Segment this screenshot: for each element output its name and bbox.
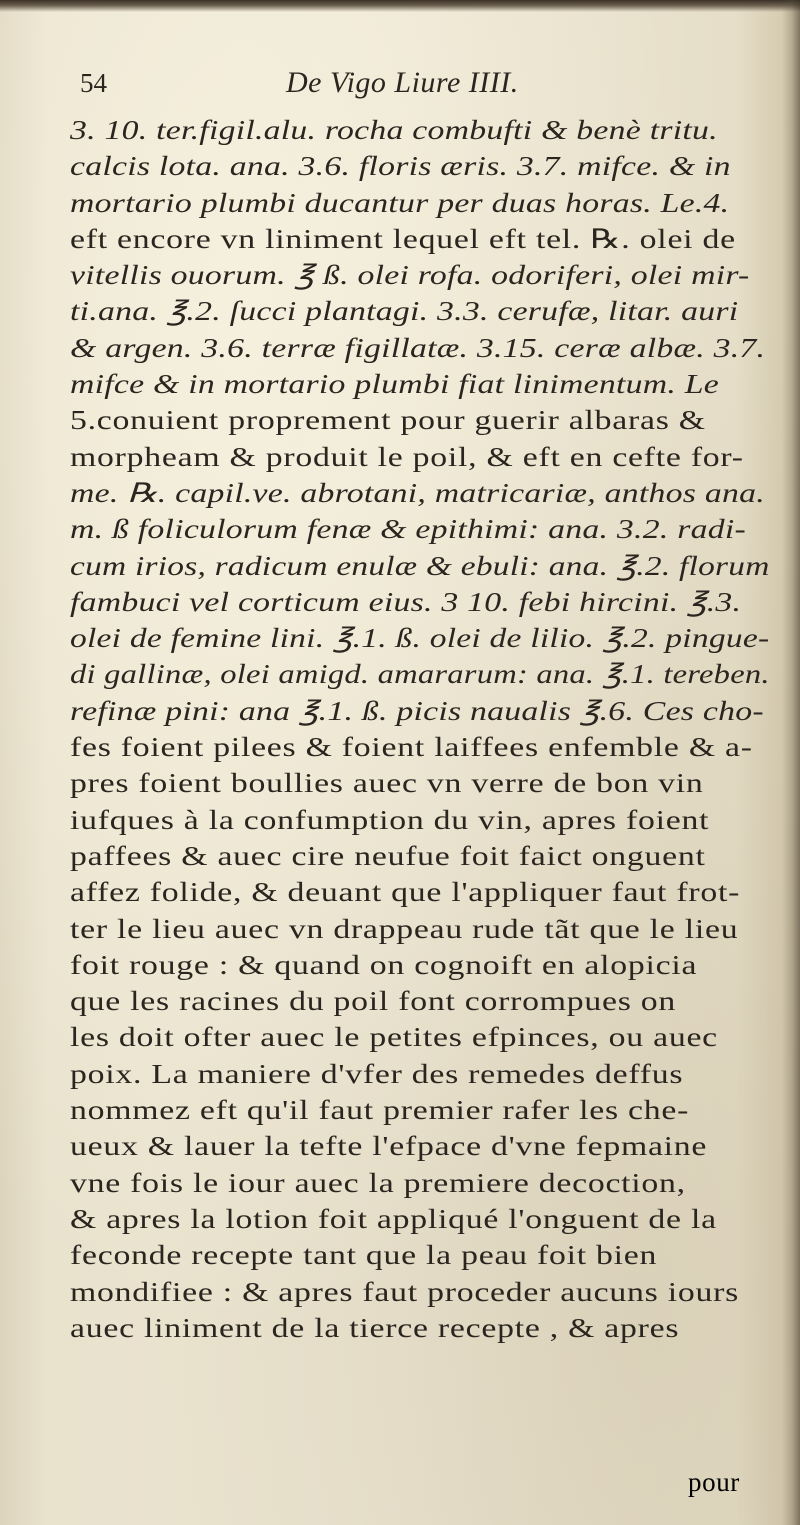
text-line: & argen. 3.6. terræ figillatæ. 3.15. ceræ albæ. 3.7. [70,332,766,363]
text-line: 5.conuient proprement pour guerir albaras & [70,405,706,436]
body-text [70,112,770,1346]
text-line: feconde recepte tant que la peau foit bien [70,1240,658,1271]
running-head: De Vigo Liure IIII. [286,66,519,99]
text-line: ter le lieu auec vn drappeau rude tãt que le lieu [70,913,739,944]
text-line: paffees & auec cire neufue foit faict onguent [70,840,706,871]
text-line: mondifiee : & apres faut proceder aucuns iours [70,1276,739,1307]
text-line: & apres la lotion foit appliqué l'onguent de la [70,1203,717,1234]
text-line: affez folide, & deuant que l'appliquer faut frot- [70,877,741,908]
text-line: mortario plumbi ducantur per duas horas. Le.4. [70,187,730,218]
text-line: pres foient boullies auec vn verre de bon vin [70,768,704,799]
text-line: me. ℞. capil.ve. abrotani, matricariæ, anthos ana. [70,477,765,508]
page-top-shadow [0,0,800,12]
text-line: vitellis ouorum. ℥ ß. olei rofa. odoriferi, olei mir- [70,260,750,291]
catchword: pour [688,1467,740,1497]
text-line: 3. 10. ter.figil.alu. rocha combufti & benè tritu. [70,115,718,145]
page-number: 54 [80,68,107,98]
text-line: calcis lota. ana. 3.6. floris æris. 3.7. mifce. & in [70,151,731,182]
text-line: di gallinæ, olei amigd. amararum: ana. ℥.1. tereben. [70,659,770,690]
text-line: eft encore vn liniment lequel eft tel. ℞. olei de [70,223,736,254]
page-header [70,66,770,112]
text-line: morpheam & produit le poil, & eft en cefte for- [70,441,744,472]
text-line: nommez eft qu'il faut premier rafer les che- [70,1095,690,1126]
text-line: refinæ pini: ana ℥.1. ß. picis naualis ℥.6. Ces cho- [70,695,764,726]
text-line: les doit ofter auec le petites efpinces, ou auec [70,1022,718,1053]
text-block [70,66,770,1346]
text-line: fes foient pilees & foient laiffees enfemble & a- [70,732,753,763]
text-line: ti.ana. ℥.2. ſucci plantagi. 3.3. cerufæ, litar. auri [70,296,739,327]
text-line: iufques à la confumption du vin, apres foient [70,804,710,835]
text-line: poix. La maniere d'vfer des remedes deffus [70,1058,684,1089]
text-line: olei de femine lini. ℥.1. ß. olei de lilio. ℥.2. pingue- [70,623,770,654]
text-line: cum irios, radicum enulæ & ebuli: ana. ℥.2. florum [70,550,770,581]
text-line: ueux & lauer la tefte l'efpace d'vne fepmaine [70,1131,708,1162]
text-line: m. ß foliculorum fenæ & epithimi: ana. 3.2. radi- [70,514,746,545]
text-line: auec liniment de la tierce recepte , & apres [70,1312,680,1343]
text-line: mifce & in mortario plumbi fiat linimentum. Le [70,369,719,400]
text-line: fambuci vel corticum eius. 3 10. febi hircini. ℥.3. [70,586,742,617]
text-line: foit rouge : & quand on cognoift en alopicia [70,949,698,980]
text-line: que les racines du poil font corrompues on [70,986,677,1017]
text-line: vne fois le iour auec la premiere decoction, [70,1167,686,1198]
